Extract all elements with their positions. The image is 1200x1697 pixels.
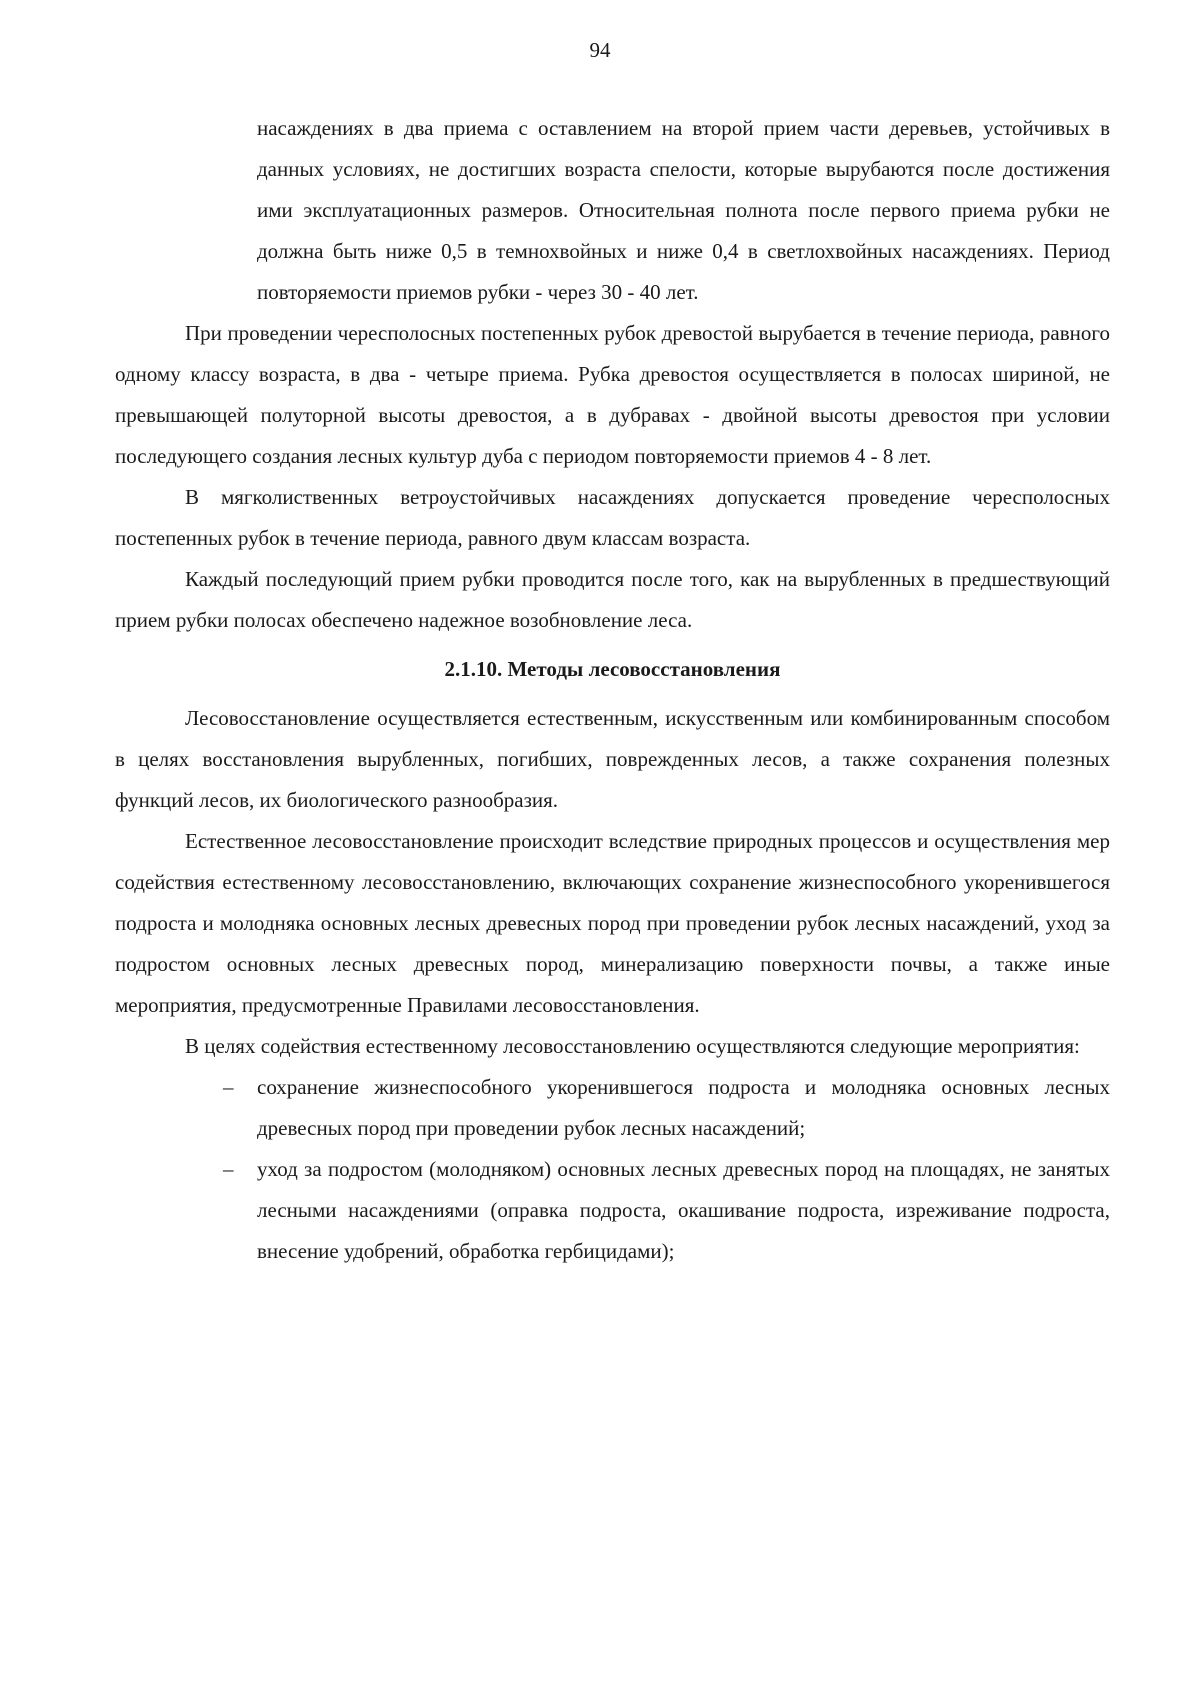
section-heading: 2.1.10. Методы лесовосстановления xyxy=(444,657,781,681)
paragraph: При проведении чересполосных постепенных рубок древостой вырубается в течение периода, равного одному классу возраста, в два - четыре приема. Рубка древостоя осуществляется в полосах шириной, не превышающей полуторной высоты древостоя, а в дубравах - двойной высоты древостоя при условии последующего создания лесных культур дуба с периодом повторяемости приемов 4 - 8 лет. xyxy=(115,321,1110,468)
list-item-text: уход за подростом (молодняком) основных лесных древесных пород на площадях, не занятых лесными насаждениями (оправка подроста, окашивание подроста, изреживание подроста, внесение удобрений, обработка гербицидами); xyxy=(257,1157,1110,1263)
paragraph: Лесовосстановление осуществляется естественным, искусственным или комбинированным способом в целях восстановления вырубленных, погибших, поврежденных лесов, а также сохранения полезных функций лесов, их биологического разнообразия. xyxy=(115,706,1110,812)
continued-paragraph: насаждениях в два приема с оставлением на второй прием части деревьев, устойчивых в данных условиях, не достигших возраста спелости, которые вырубаются после достижения ими эксплуатационных размеров. Относительная полнота после первого приема рубки не должна быть ниже 0,5 в темнохвойных и ниже 0,4 в светлохвойных насаждениях. Период повторяемости приемов рубки - через 30 - 40 лет. xyxy=(257,116,1110,304)
dash-marker: – xyxy=(223,1075,234,1099)
paragraph: Естественное лесовосстановление происходит вследствие природных процессов и осуществления мер содействия естественному лесовосстановлению, включающих сохранение жизнеспособного укоренившегося подроста и молодняка основных лесных древесных пород при проведении рубок лесных насаждений, уход за подростом основных лесных древесных пород, минерализацию поверхности почвы, а также иные мероприятия, предусмотренные Правилами лесовосстановления. xyxy=(115,829,1110,1017)
list-item xyxy=(223,1149,1110,1272)
page-number: 94 xyxy=(589,38,611,62)
paragraph: В мягколиственных ветроустойчивых насаждениях допускается проведение чересполосных постепенных рубок в течение периода, равного двум классам возраста. xyxy=(115,485,1110,550)
paragraph: Каждый последующий прием рубки проводится после того, как на вырубленных в предшествующий прием рубки полосах обеспечено надежное возобновление леса. xyxy=(115,567,1110,632)
list-item xyxy=(223,1067,1110,1149)
bullet-list xyxy=(115,1067,1110,1272)
paragraph: В целях содействия естественному лесовосстановлению осуществляются следующие мероприятия: xyxy=(185,1034,1080,1058)
list-item-text: сохранение жизнеспособного укоренившегося подроста и молодняка основных лесных древесных пород при проведении рубок лесных насаждений; xyxy=(257,1075,1110,1140)
dash-marker: – xyxy=(223,1157,234,1181)
document-body xyxy=(115,108,1110,1272)
